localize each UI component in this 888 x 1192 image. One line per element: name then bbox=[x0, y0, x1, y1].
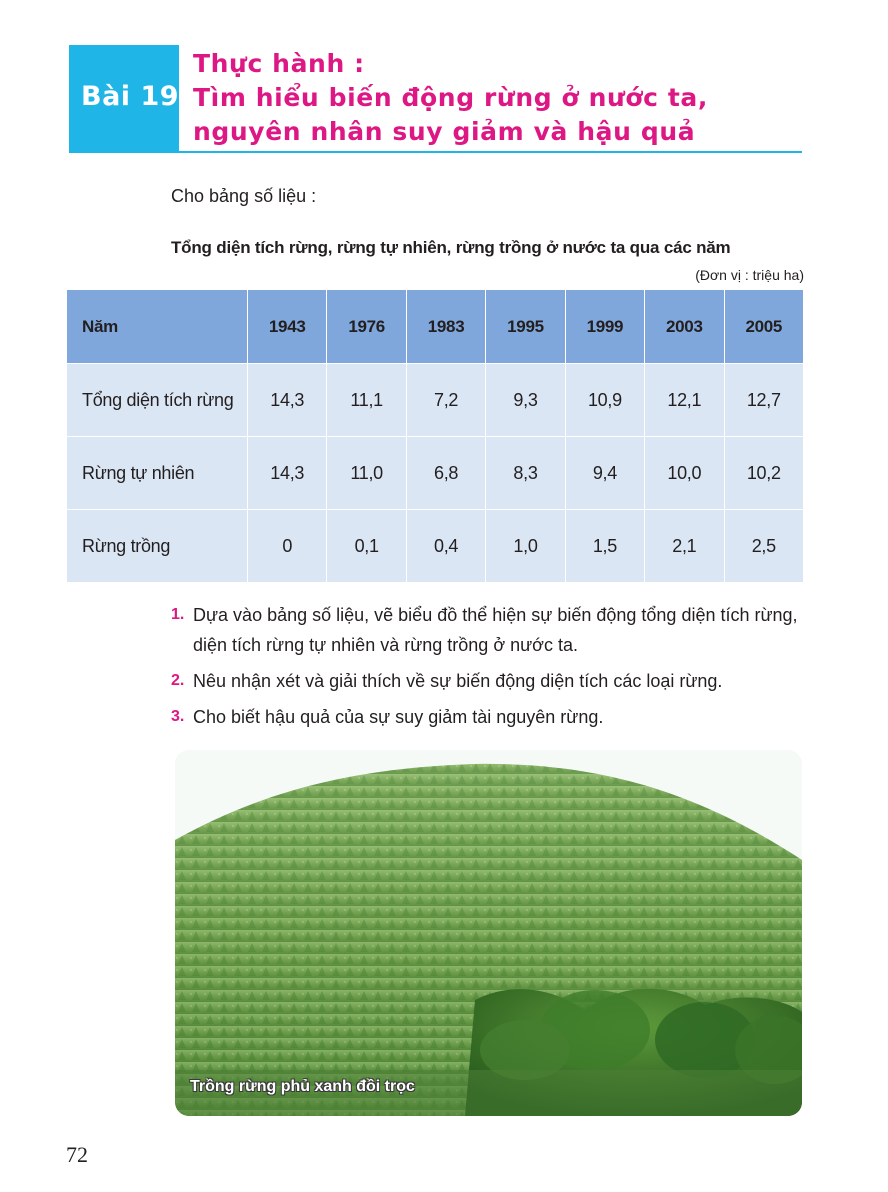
header-cell: 1943 bbox=[248, 290, 327, 364]
table-title: Tổng diện tích rừng, rừng tự nhiên, rừng trồng ở nước ta qua các năm bbox=[171, 238, 731, 257]
forest-hill-photo bbox=[175, 750, 802, 1116]
page-number: 72 bbox=[66, 1142, 88, 1167]
table-cell: 1,5 bbox=[565, 510, 644, 583]
header-cell: Năm bbox=[67, 290, 248, 364]
table-cell: 10,0 bbox=[645, 437, 724, 510]
table-cell: 7,2 bbox=[406, 364, 485, 437]
table-cell: 10,2 bbox=[724, 437, 803, 510]
forest-hill-illustration bbox=[175, 750, 802, 1116]
intro-text: Cho bảng số liệu : bbox=[171, 186, 317, 206]
photo-caption: Trồng rừng phủ xanh đồi trọc bbox=[190, 1078, 415, 1095]
table-cell: 14,3 bbox=[248, 437, 327, 510]
table-cell: 6,8 bbox=[406, 437, 485, 510]
header-cell: 1995 bbox=[486, 290, 565, 364]
forest-area-table bbox=[66, 289, 804, 583]
question-number: 1. bbox=[171, 606, 185, 623]
header-cell: 1983 bbox=[406, 290, 485, 364]
table-cell: 8,3 bbox=[486, 437, 565, 510]
question-text: Dựa vào bảng số liệu, vẽ biểu đồ thể hiện sự biến động tổng diện tích rừng, diện tích rừng tự nhiên và rừng trồng ở nước ta. bbox=[193, 605, 798, 655]
table-cell: 2,5 bbox=[724, 510, 803, 583]
lesson-title bbox=[193, 47, 708, 149]
table-cell: 14,3 bbox=[248, 364, 327, 437]
table-cell: 0,1 bbox=[327, 510, 406, 583]
row-label: Tổng diện tích rừng bbox=[67, 364, 248, 437]
table-cell: 1,0 bbox=[486, 510, 565, 583]
question-list bbox=[171, 600, 811, 738]
question-item bbox=[171, 666, 811, 696]
question-number: 3. bbox=[171, 708, 185, 725]
lesson-number: Bài 19 bbox=[81, 81, 180, 112]
row-label: Rừng trồng bbox=[67, 510, 248, 583]
header-cell: 2005 bbox=[724, 290, 803, 364]
question-number: 2. bbox=[171, 672, 185, 689]
table-cell: 0,4 bbox=[406, 510, 485, 583]
table-row bbox=[67, 510, 804, 583]
lesson-header bbox=[69, 45, 802, 153]
title-underline bbox=[179, 151, 802, 153]
table-row bbox=[67, 364, 804, 437]
table-cell: 12,7 bbox=[724, 364, 803, 437]
question-text: Cho biết hậu quả của sự suy giảm tài nguyên rừng. bbox=[193, 707, 604, 727]
question-item bbox=[171, 600, 811, 660]
lesson-title-line: nguyên nhân suy giảm và hậu quả bbox=[193, 117, 696, 146]
header-cell: 1976 bbox=[327, 290, 406, 364]
header-cell: 2003 bbox=[645, 290, 724, 364]
lesson-number-box bbox=[69, 45, 179, 153]
question-item bbox=[171, 702, 811, 732]
table-cell: 11,1 bbox=[327, 364, 406, 437]
table-cell: 11,0 bbox=[327, 437, 406, 510]
question-text: Nêu nhận xét và giải thích về sự biến động diện tích các loại rừng. bbox=[193, 671, 723, 691]
table-cell: 10,9 bbox=[565, 364, 644, 437]
lesson-title-line: Tìm hiểu biến động rừng ở nước ta, bbox=[193, 83, 709, 112]
table-row bbox=[67, 437, 804, 510]
header-cell: 1999 bbox=[565, 290, 644, 364]
lesson-title-line: Thực hành : bbox=[193, 49, 365, 78]
table-cell: 9,3 bbox=[486, 364, 565, 437]
table-cell: 9,4 bbox=[565, 437, 644, 510]
table-cell: 0 bbox=[248, 510, 327, 583]
table-cell: 2,1 bbox=[645, 510, 724, 583]
table-cell: 12,1 bbox=[645, 364, 724, 437]
row-label: Rừng tự nhiên bbox=[67, 437, 248, 510]
table-header-row bbox=[67, 290, 804, 364]
table-unit: (Đơn vị : triệu ha) bbox=[695, 267, 804, 283]
